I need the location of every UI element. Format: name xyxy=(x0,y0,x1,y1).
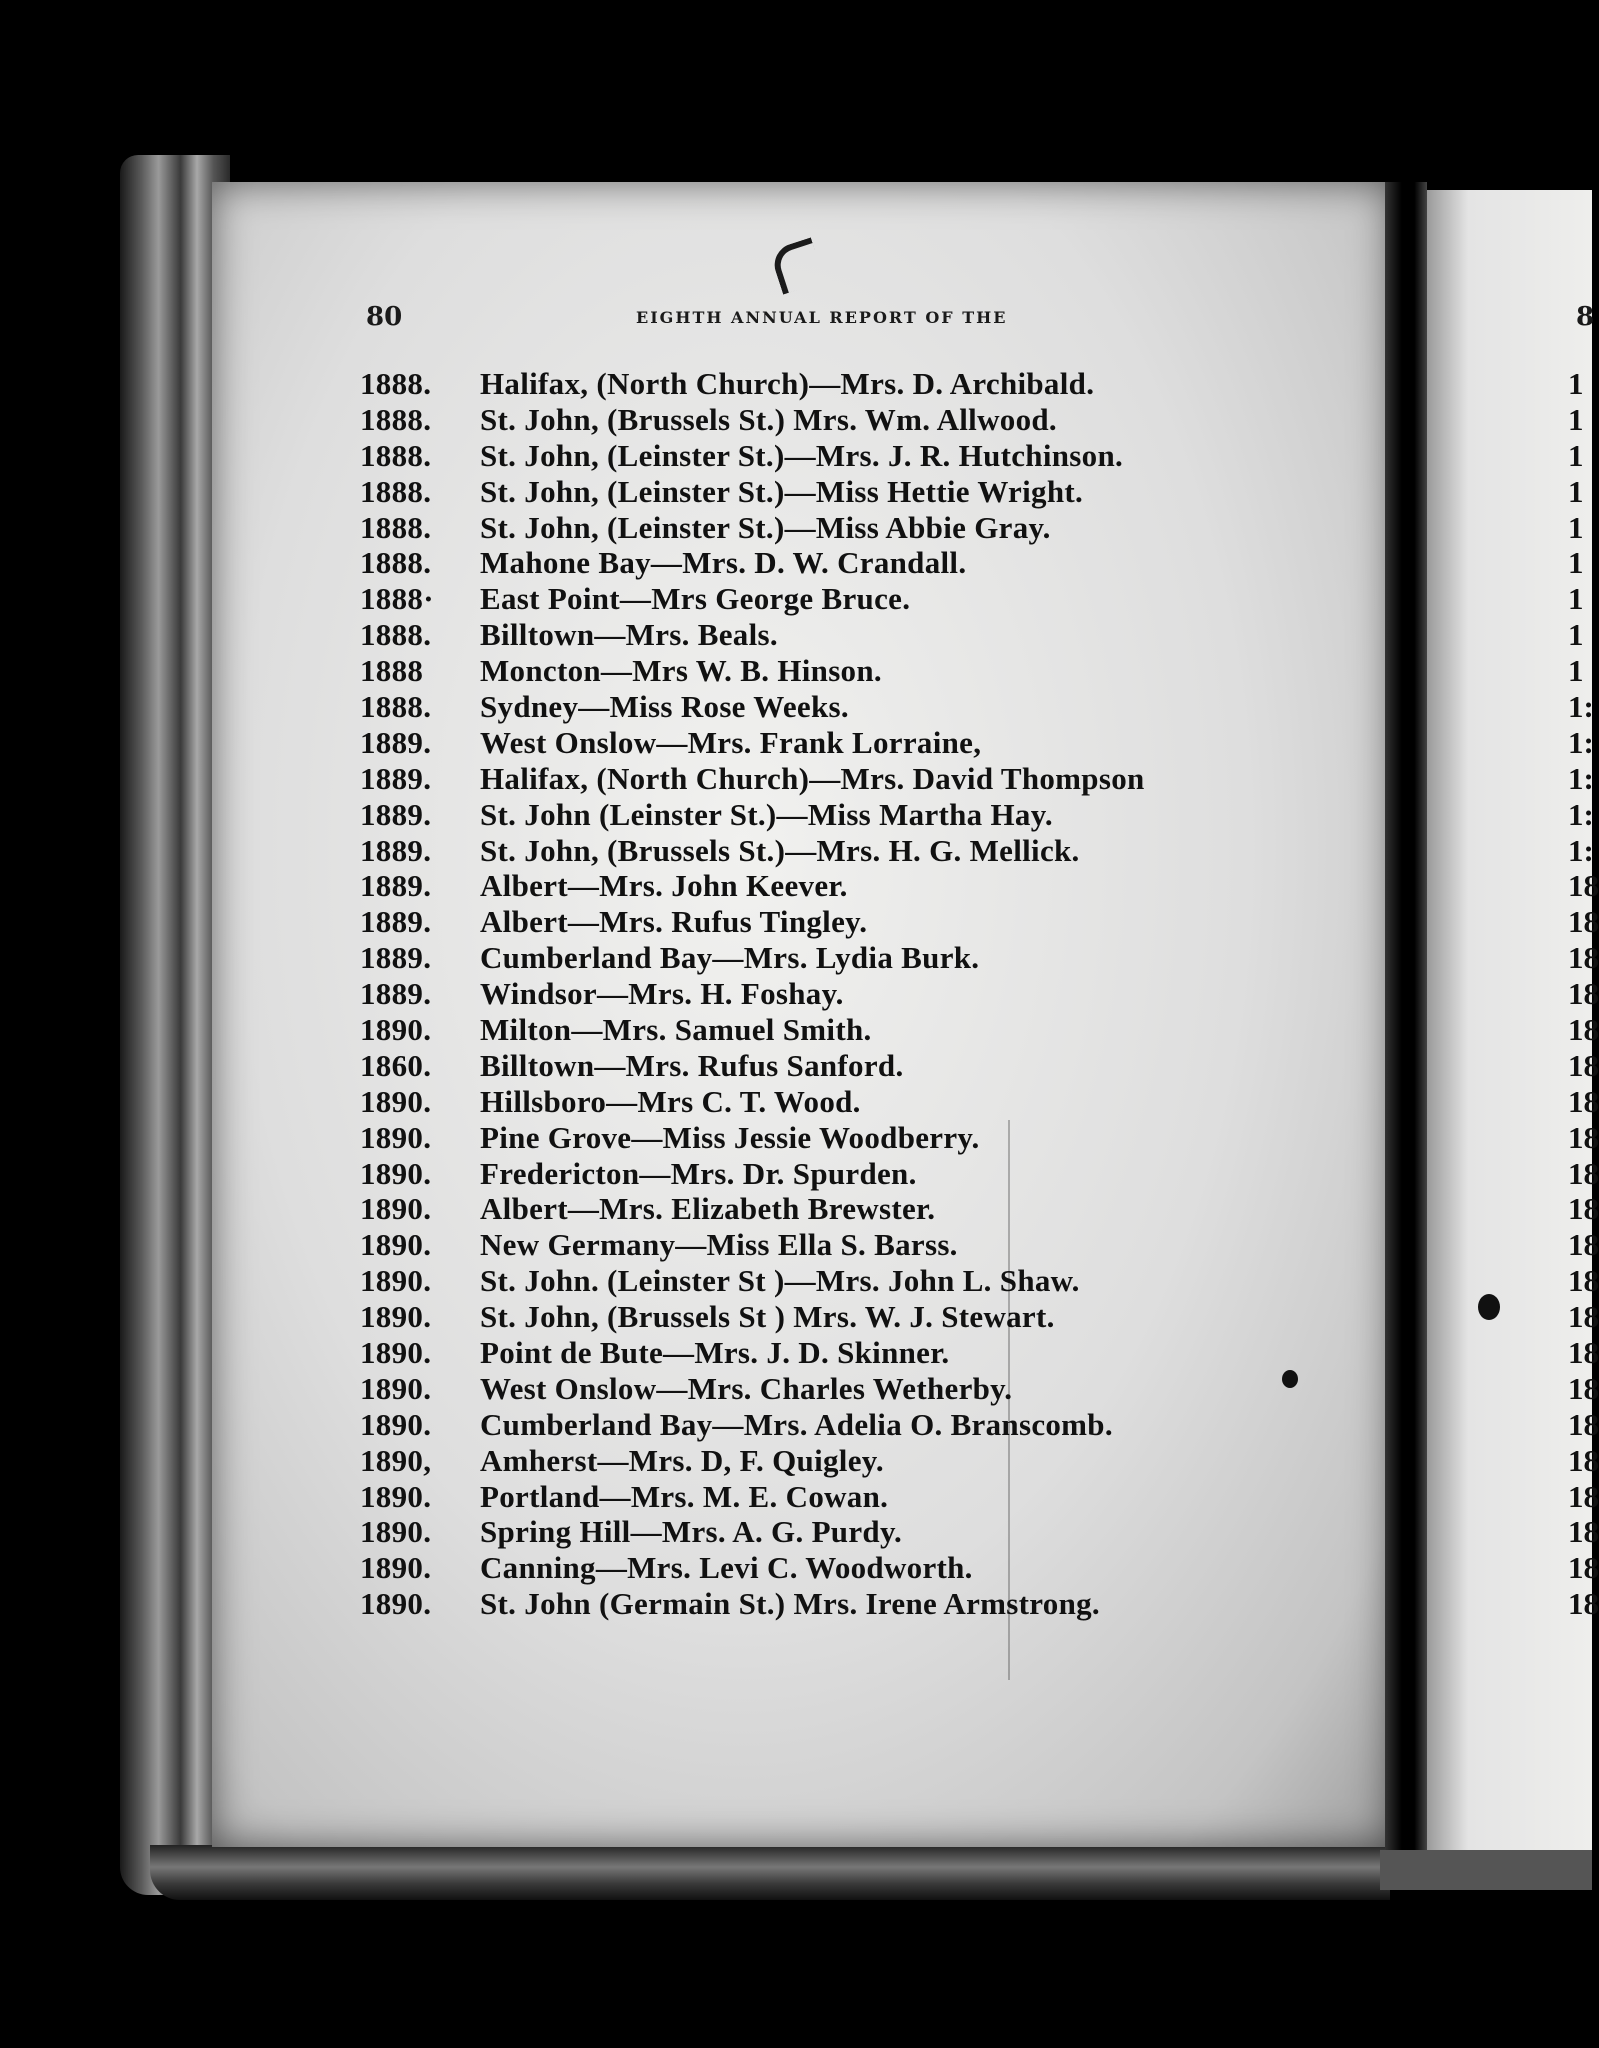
page-header xyxy=(0,302,1595,332)
right-page-year-fragment: 1 xyxy=(1568,617,1584,653)
list-item xyxy=(360,474,1280,510)
entry-year: 1890. xyxy=(360,1083,432,1119)
running-title: EIGHTH ANNUAL REPORT OF THE xyxy=(636,308,1008,327)
entry-year: 1890. xyxy=(360,1299,432,1335)
entry-text: New Germany—Miss Ella S. Barss. xyxy=(480,1227,958,1263)
list-item xyxy=(360,797,1280,833)
entry-text: Cumberland Bay—Mrs. Lydia Burk. xyxy=(480,940,980,976)
entry-text: Halifax, (North Church)—Mrs. David Thompson xyxy=(480,760,1145,796)
right-page-year-fragment: 18 xyxy=(1568,1370,1599,1406)
right-page-bottom-edge xyxy=(1380,1850,1592,1890)
entry-year: 1890. xyxy=(360,1191,432,1227)
entry-year: 1890. xyxy=(360,1478,432,1514)
entry-text: Portland—Mrs. M. E. Cowan. xyxy=(480,1478,889,1514)
entry-text: St. John. (Leinster St )—Mrs. John L. Shaw. xyxy=(480,1263,1080,1299)
right-page-year-fragment: 18 xyxy=(1568,1335,1599,1370)
entry-year: 1890. xyxy=(360,1406,432,1442)
right-page-year-fragment: 18 xyxy=(1568,1119,1599,1155)
entry-year: 1890. xyxy=(360,1263,432,1299)
entry-year: 1889. xyxy=(360,832,432,868)
list-item xyxy=(360,833,1280,869)
list-item xyxy=(360,1407,1280,1443)
list-item xyxy=(360,904,1280,940)
list-item xyxy=(360,1299,1280,1335)
entry-year: 1889. xyxy=(360,760,432,796)
right-page-year-fragment: 1 xyxy=(1568,545,1584,581)
entry-text: Billtown—Mrs. Rufus Sanford. xyxy=(480,1047,904,1083)
entry-year: 1890. xyxy=(360,1370,432,1406)
entry-year: 1888. xyxy=(360,545,432,581)
right-page-year-fragment: 1 xyxy=(1568,401,1584,437)
entry-year: 1890. xyxy=(360,1514,432,1550)
right-page-year-fragment: 18 xyxy=(1568,1442,1599,1478)
list-item xyxy=(360,1443,1280,1479)
right-page-year-fragment: 18 xyxy=(1568,1191,1599,1227)
entry-text: St. John, (Brussels St ) Mrs. W. J. Stewart. xyxy=(480,1299,1055,1335)
list-item xyxy=(360,1227,1280,1263)
list-item xyxy=(360,1048,1280,1084)
right-page-year-fragment: 18 xyxy=(1568,1550,1599,1586)
entry-text: Albert—Mrs. John Keever. xyxy=(480,868,848,904)
entry-text: Albert—Mrs. Rufus Tingley. xyxy=(480,904,868,940)
entry-text: Milton—Mrs. Samuel Smith. xyxy=(480,1011,872,1047)
entry-year: 1889. xyxy=(360,868,432,904)
list-item xyxy=(360,761,1280,797)
list-item xyxy=(360,617,1280,653)
right-page-year-fragment: 1: xyxy=(1568,832,1594,868)
entry-year: 1890. xyxy=(360,1550,432,1586)
list-item xyxy=(360,868,1280,904)
right-page-year-column xyxy=(1568,365,1599,1622)
entry-year: 1890. xyxy=(360,1227,432,1263)
list-item xyxy=(360,1371,1280,1407)
entry-text: St. John, (Brussels St.)—Mrs. H. G. Mellick. xyxy=(480,832,1080,868)
list-item xyxy=(360,1479,1280,1515)
list-item xyxy=(360,1515,1280,1551)
page-number: 80 xyxy=(366,302,403,332)
entry-text: Hillsboro—Mrs C. T. Wood. xyxy=(480,1083,861,1119)
list-item xyxy=(360,725,1280,761)
entry-text: St. John (Germain St.) Mrs. Irene Armstrong. xyxy=(480,1586,1100,1622)
entry-text: Canning—Mrs. Levi C. Woodworth. xyxy=(480,1550,973,1586)
right-page-year-fragment: 18 xyxy=(1568,1047,1599,1083)
entry-text: Billtown—Mrs. Beals. xyxy=(480,617,778,653)
list-item xyxy=(360,1156,1280,1192)
entry-year: 1888· xyxy=(360,581,434,617)
list-item xyxy=(360,1120,1280,1156)
right-page-year-fragment: 1 xyxy=(1568,437,1584,473)
membership-list xyxy=(360,366,1280,1622)
list-item xyxy=(360,940,1280,976)
book-gutter xyxy=(1385,182,1427,1862)
entry-text: Amherst—Mrs. D, F. Quigley. xyxy=(480,1442,884,1478)
entry-year: 1889. xyxy=(360,976,432,1012)
entry-text: St. John, (Leinster St.)—Mrs. J. R. Hutchinson. xyxy=(480,437,1124,473)
right-page-year-fragment: 18 xyxy=(1568,1478,1599,1514)
right-page-year-fragment: 18 xyxy=(1568,1586,1599,1622)
list-item xyxy=(360,438,1280,474)
list-item xyxy=(360,1084,1280,1120)
right-page-year-fragment: 18 xyxy=(1568,1299,1599,1335)
list-item xyxy=(360,1586,1280,1622)
entry-year: 1888. xyxy=(360,401,432,437)
right-page-year-fragment: 1 xyxy=(1568,473,1584,509)
entry-text: Moncton—Mrs W. B. Hinson. xyxy=(480,653,882,689)
right-page-year-fragment: 1 xyxy=(1568,365,1584,401)
entry-year: 1888. xyxy=(360,617,432,653)
entry-text: Sydney—Miss Rose Weeks. xyxy=(480,688,849,724)
right-page-year-fragment: 18 xyxy=(1568,1083,1599,1119)
book-bottom-edge xyxy=(150,1845,1390,1900)
list-item xyxy=(360,581,1280,617)
right-page-year-fragment: 1: xyxy=(1568,688,1594,724)
right-page-year-fragment: 18 xyxy=(1568,1011,1599,1047)
list-item xyxy=(360,1550,1280,1586)
entry-year: 1890. xyxy=(360,1119,432,1155)
list-item xyxy=(360,689,1280,725)
right-page-year-fragment: 1: xyxy=(1568,796,1594,832)
right-page-year-fragment: 18 xyxy=(1568,868,1599,904)
list-item xyxy=(360,1263,1280,1299)
list-item xyxy=(360,1191,1280,1227)
entry-year: 1889. xyxy=(360,796,432,832)
entry-text: East Point—Mrs George Bruce. xyxy=(480,581,911,617)
list-item xyxy=(360,366,1280,402)
entry-year: 1888. xyxy=(360,688,432,724)
right-page-year-fragment: 18 xyxy=(1568,1406,1599,1442)
entry-text: St. John, (Leinster St.)—Miss Abbie Gray. xyxy=(480,509,1051,545)
entry-text: Pine Grove—Miss Jessie Woodberry. xyxy=(480,1119,980,1155)
entry-year: 1888. xyxy=(360,473,432,509)
list-item xyxy=(360,545,1280,581)
right-page-year-fragment: 18 xyxy=(1568,1514,1599,1550)
entry-year: 1888 xyxy=(360,653,424,689)
entry-year: 1890. xyxy=(360,1586,432,1622)
entry-text: Mahone Bay—Mrs. D. W. Crandall. xyxy=(480,545,967,581)
right-page-year-fragment: 18 xyxy=(1568,976,1599,1012)
list-item xyxy=(360,402,1280,438)
entry-text: Spring Hill—Mrs. A. G. Purdy. xyxy=(480,1514,903,1550)
entry-year: 1890. xyxy=(360,1155,432,1191)
entry-text: St. John, (Brussels St.) Mrs. Wm. Allwood. xyxy=(480,401,1057,437)
list-item xyxy=(360,510,1280,546)
right-page-year-fragment: 1 xyxy=(1568,581,1584,617)
entry-year: 1888. xyxy=(360,509,432,545)
entry-year: 1890. xyxy=(360,1011,432,1047)
entry-text: Cumberland Bay—Mrs. Adelia O. Branscomb. xyxy=(480,1406,1113,1442)
entry-year: 1889. xyxy=(360,940,432,976)
entry-year: 1889. xyxy=(360,724,432,760)
right-page-year-fragment: 18 xyxy=(1568,940,1599,976)
entry-text: Point de Bute—Mrs. J. D. Skinner. xyxy=(480,1335,950,1370)
entry-year: 1889. xyxy=(360,904,432,940)
right-page-year-fragment: 1 xyxy=(1568,509,1584,545)
entry-year: 1860. xyxy=(360,1047,432,1083)
entry-year: 1888. xyxy=(360,437,432,473)
entry-text: St. John, (Leinster St.)—Miss Hettie Wright. xyxy=(480,473,1084,509)
right-page-year-fragment: 18 xyxy=(1568,1227,1599,1263)
entry-year: 1890. xyxy=(360,1335,432,1370)
entry-year: 1890, xyxy=(360,1442,432,1478)
list-item xyxy=(360,1012,1280,1048)
list-item xyxy=(360,1335,1280,1371)
entry-text: West Onslow—Mrs. Charles Wetherby. xyxy=(480,1370,1013,1406)
entry-text: St. John (Leinster St.)—Miss Martha Hay. xyxy=(480,796,1053,832)
right-page-year-fragment: 18 xyxy=(1568,1155,1599,1191)
ink-stain xyxy=(1478,1294,1500,1320)
entry-text: West Onslow—Mrs. Frank Lorraine, xyxy=(480,724,982,760)
right-page-number: 8 xyxy=(1576,302,1595,332)
right-page-year-fragment: 1: xyxy=(1568,760,1594,796)
entry-text: Halifax, (North Church)—Mrs. D. Archibald. xyxy=(480,365,1095,401)
list-item xyxy=(360,976,1280,1012)
list-item xyxy=(360,653,1280,689)
right-page-year-fragment: 18 xyxy=(1568,904,1599,940)
ink-stain xyxy=(1282,1370,1298,1388)
right-page-year-fragment: 1: xyxy=(1568,724,1594,760)
entry-year: 1888. xyxy=(360,365,432,401)
entry-text: Albert—Mrs. Elizabeth Brewster. xyxy=(480,1191,936,1227)
entry-text: Fredericton—Mrs. Dr. Spurden. xyxy=(480,1155,917,1191)
entry-text: Windsor—Mrs. H. Foshay. xyxy=(480,976,844,1012)
right-page-year-fragment: 1 xyxy=(1568,653,1584,689)
right-page-year-fragment: 18 xyxy=(1568,1263,1599,1299)
